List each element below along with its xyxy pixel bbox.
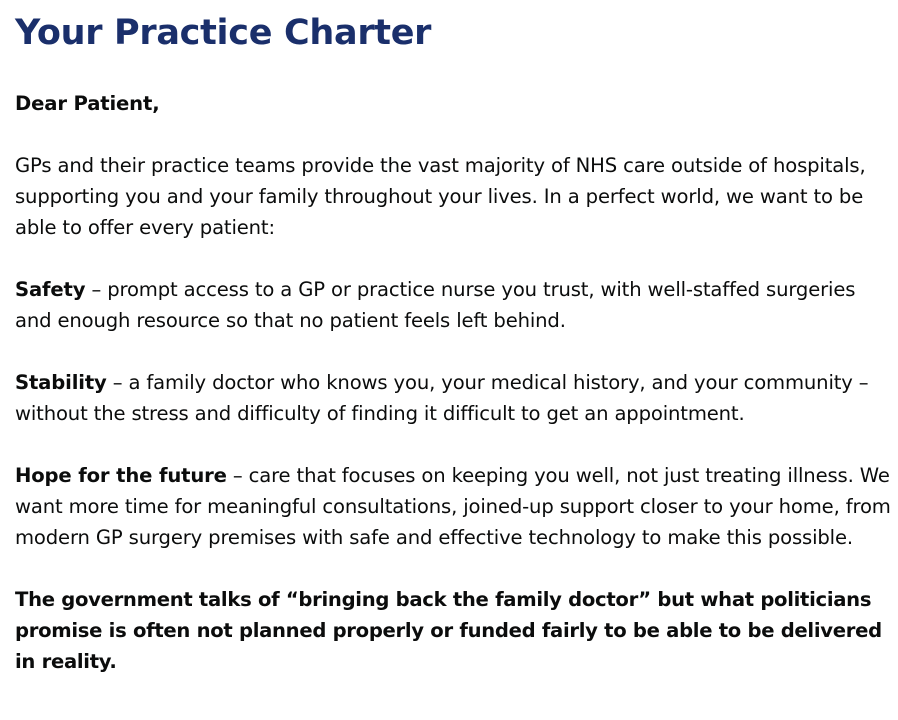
closing-statement: The government talks of “bringing back the family doctor” but what politicians promise is often not planned properly or funded fairly to be able to be delivered in reality. — [15, 588, 882, 673]
pillar-description: – care that focuses on keeping you well, not just treating illness. We want more time for meaningful consultations, joined-up support closer to your home, from modern GP surgery premises with safe and effective technology to make this possible. — [15, 464, 891, 549]
pillar-description: – a family doctor who knows you, your medical history, and your community – without the stress and difficulty of finding it difficult to get an appointment. — [15, 371, 869, 425]
page-title: Your Practice Charter — [15, 13, 432, 53]
pillar-description: – prompt access to a GP or practice nurse you trust, with well-staffed surgeries and enough resource so that no patient feels left behind. — [15, 278, 856, 332]
pillar-safety — [15, 274, 893, 336]
pillar-term: Hope for the future — [15, 464, 227, 487]
pillar-hope-for-the-future — [15, 460, 893, 553]
practice-charter — [15, 10, 893, 677]
pillar-term: Stability — [15, 371, 107, 394]
pillar-stability — [15, 367, 893, 429]
salutation: Dear Patient, — [15, 92, 160, 115]
pillar-term: Safety — [15, 278, 86, 301]
intro-paragraph: GPs and their practice teams provide the vast majority of NHS care outside of hospitals, supporting you and your family throughout your lives. In a perfect world, we want to be able to offer every patient: — [15, 154, 866, 239]
